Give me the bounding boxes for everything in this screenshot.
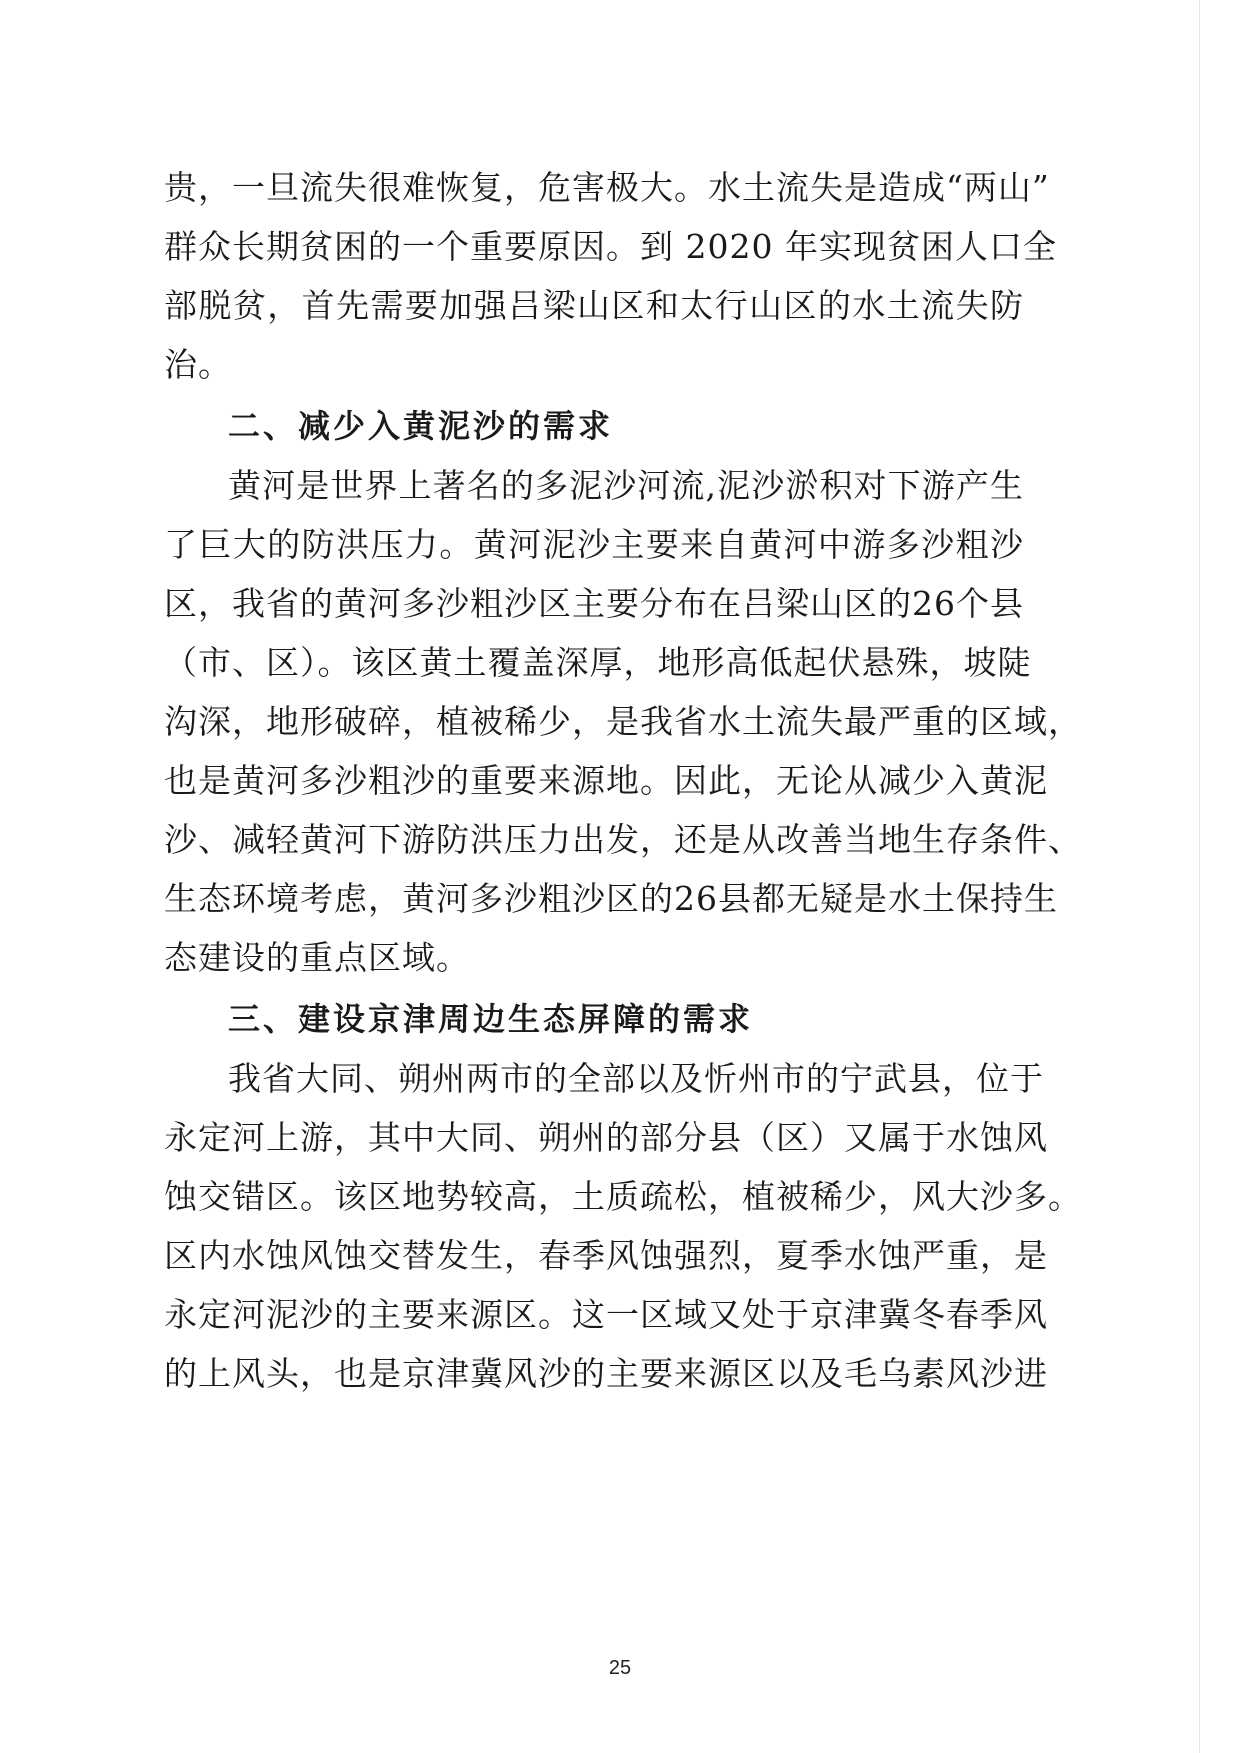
body-line: 态建设的重点区域。: [164, 938, 470, 977]
body-line: 部脱贫，首先需要加强吕梁山区和太行山区的水土流失防: [164, 286, 1024, 325]
body-line: 生态环境考虑，黄河多沙粗沙区的26县都无疑是水土保持生: [164, 879, 1058, 918]
body-line: 永定河泥沙的主要来源区。这一区域又处于京津冀冬春季风: [164, 1295, 1048, 1334]
body-line: （市、区）。该区黄土覆盖深厚，地形高低起伏悬殊，坡陡: [164, 643, 1032, 682]
body-line: 贵，一旦流失很难恢复，危害极大。水土流失是造成“两山”: [164, 168, 1050, 207]
body-line: 沙、减轻黄河下游防洪压力出发，还是从改善当地生存条件、: [164, 820, 1082, 859]
page-number: 25: [608, 1657, 632, 1679]
body-line: 群众长期贫困的一个重要原因。到 2020 年实现贫困人口全: [164, 227, 1057, 266]
body-line: 黄河是世界上著名的多泥沙河流,泥沙淤积对下游产生: [228, 466, 1024, 505]
body-line: 区，我省的黄河多沙粗沙区主要分布在吕梁山区的26个县: [164, 584, 1024, 623]
body-line: 区内水蚀风蚀交替发生，春季风蚀强烈，夏季水蚀严重，是: [164, 1236, 1048, 1275]
body-line: 蚀交错区。该区地势较高，土质疏松，植被稀少，风大沙多。: [164, 1177, 1082, 1216]
section-heading-2: 二、减少入黄泥沙的需求: [228, 407, 614, 445]
section-heading-3: 三、建设京津周边生态屏障的需求: [228, 1000, 754, 1038]
body-line: 沟深，地形破碎，植被稀少，是我省水土流失最严重的区域，: [164, 702, 1082, 741]
body-line: 了巨大的防洪压力。黄河泥沙主要来自黄河中游多沙粗沙: [164, 525, 1024, 564]
body-line: 永定河上游，其中大同、朔州的部分县（区）又属于水蚀风: [164, 1118, 1048, 1157]
body-line: 也是黄河多沙粗沙的重要来源地。因此，无论从减少入黄泥: [164, 761, 1048, 800]
body-line: 我省大同、朔州两市的全部以及忻州市的宁武县，位于: [228, 1059, 1044, 1098]
body-line: 的上风头，也是京津冀风沙的主要来源区以及毛乌素风沙进: [164, 1354, 1048, 1393]
page-edge-divider: [1199, 0, 1200, 1753]
body-line: 治。: [164, 345, 232, 384]
